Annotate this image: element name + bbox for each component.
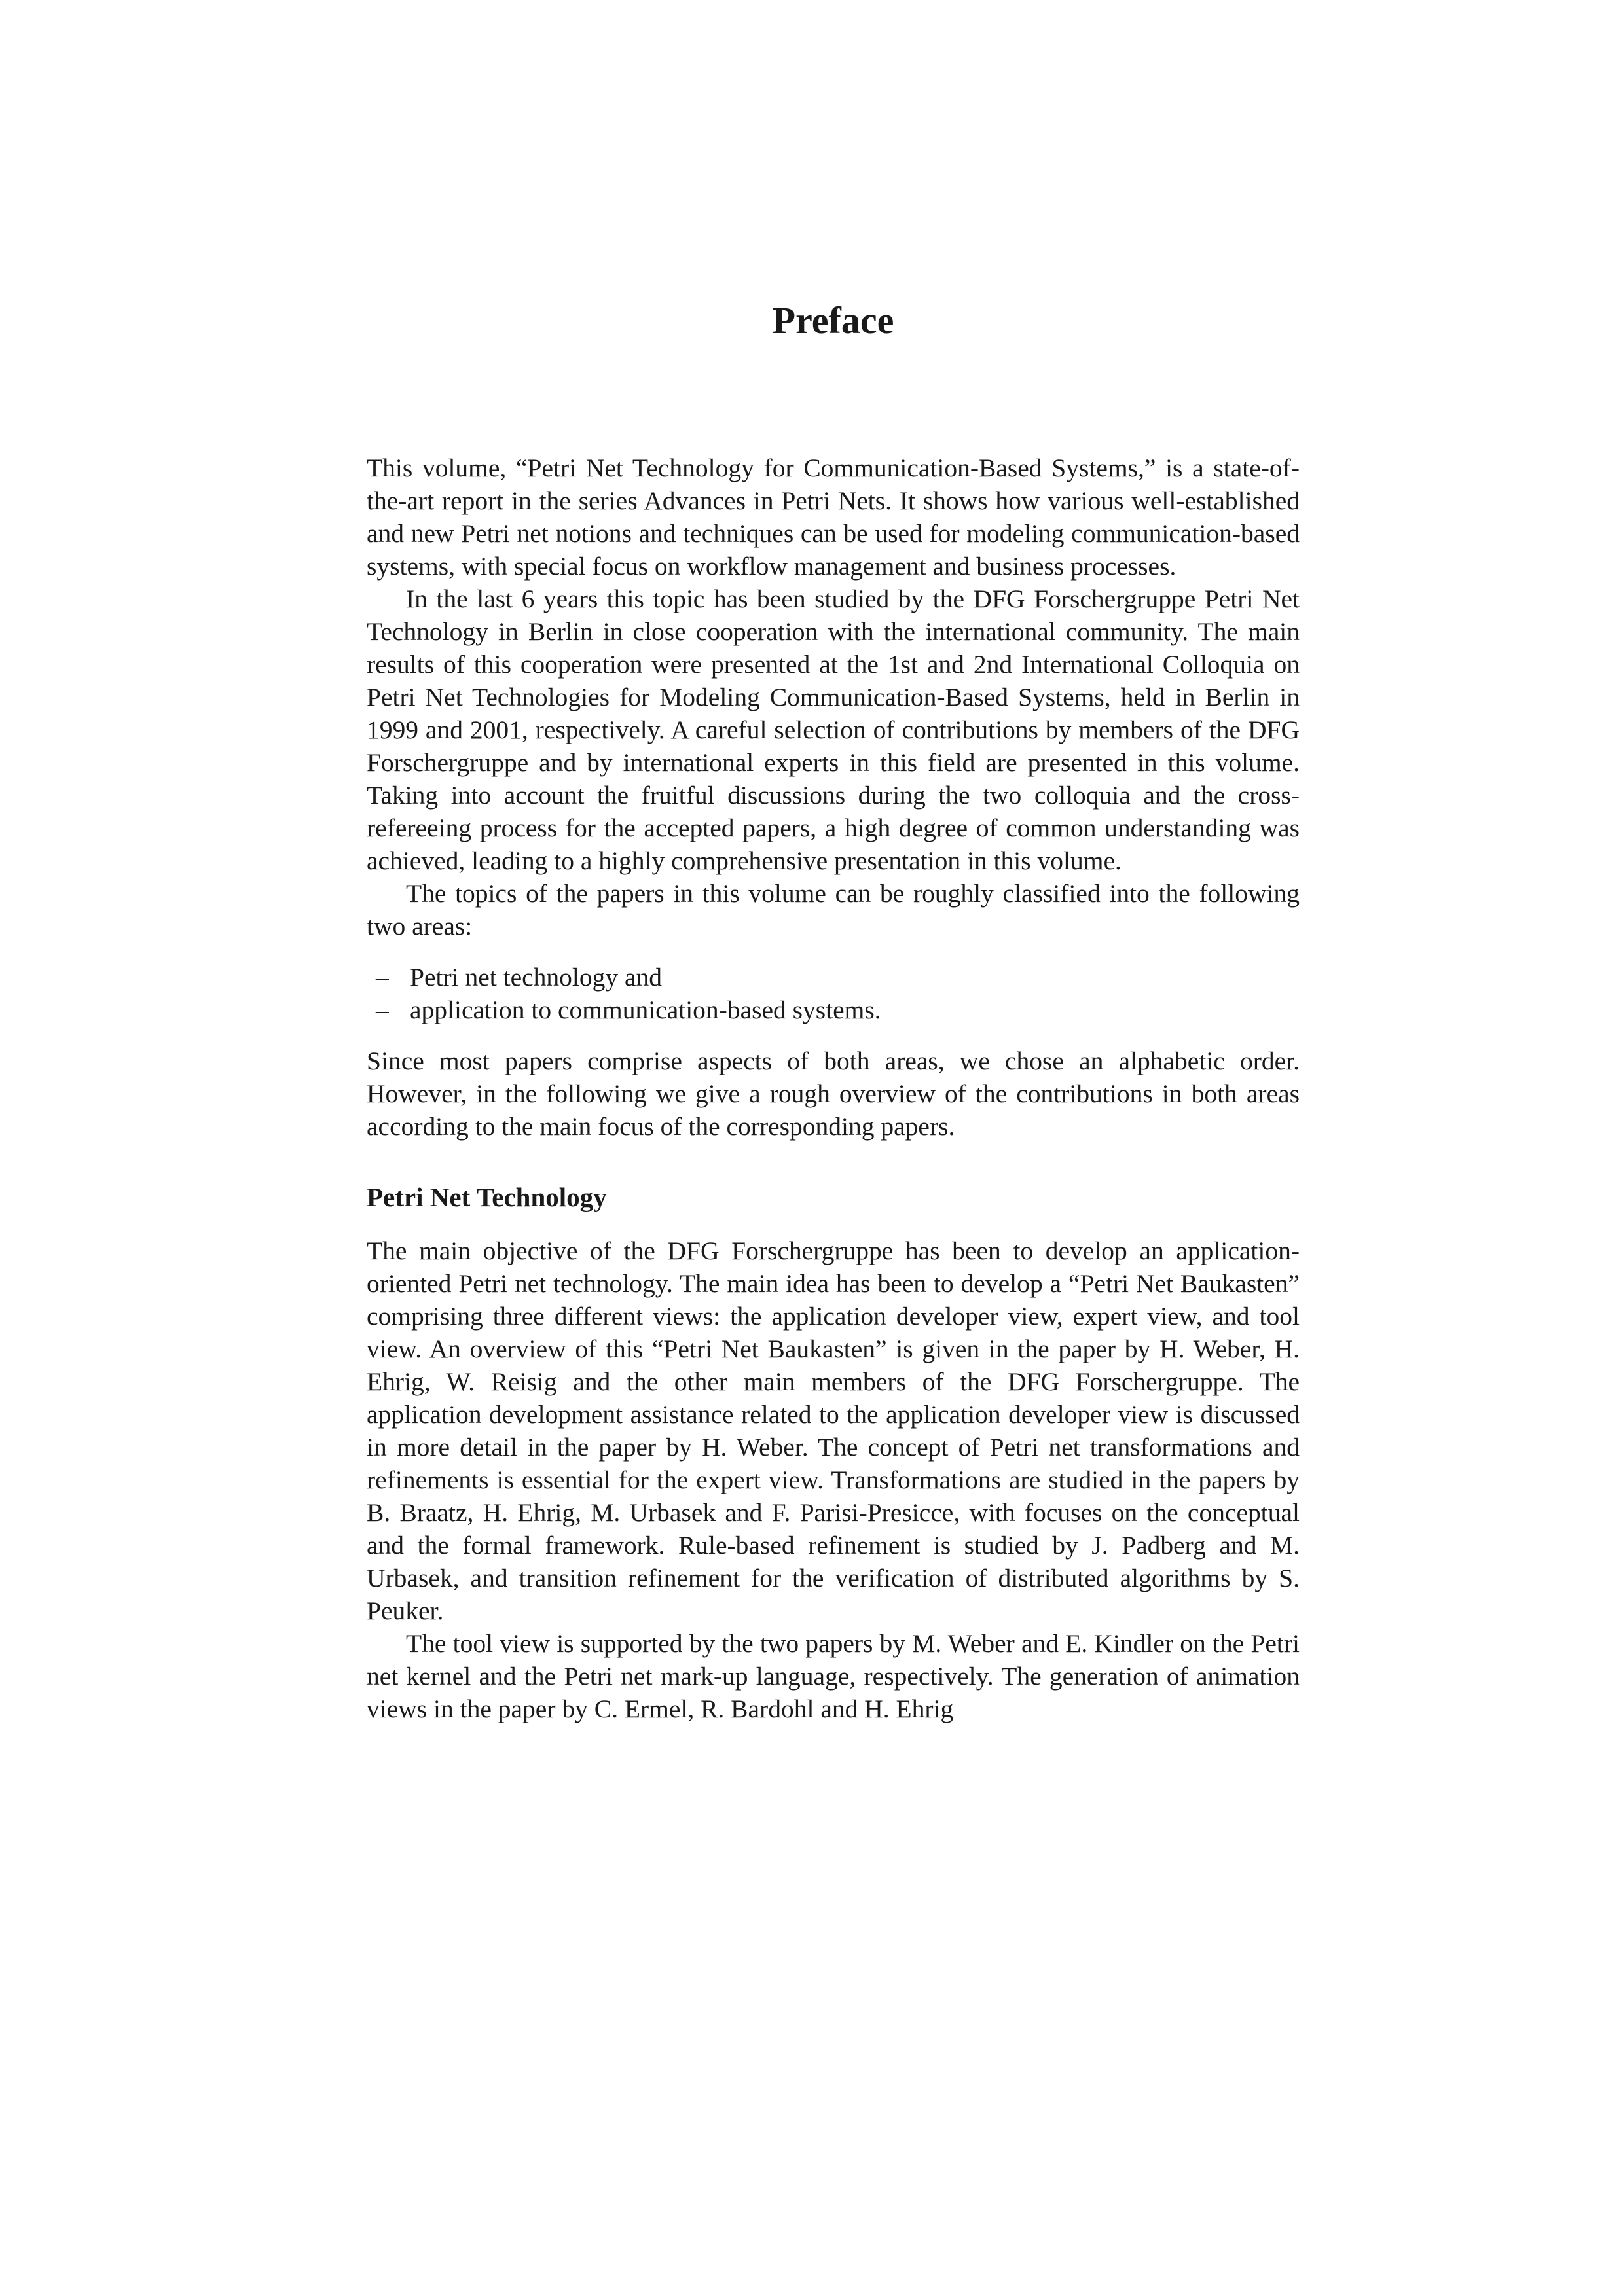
- list-item-text: application to communication-based systems.: [410, 996, 881, 1024]
- body-text: [367, 452, 1300, 1725]
- dash-marker: –: [376, 996, 389, 1024]
- list-item: [367, 961, 1300, 994]
- topic-list: [367, 961, 1300, 1026]
- paragraph-tool-view: The tool view is supported by the two papers by M. Weber and E. Kindler on the Petri net kernel and the Petri net mark-up language, respectively. The generation of animation views in the paper by C. Ermel, R. Bardohl and H. Ehrig: [367, 1629, 1300, 1723]
- paragraph-topics: The topics of the papers in this volume can be roughly classified into the following two areas:: [367, 879, 1300, 941]
- dash-marker: –: [376, 963, 389, 992]
- paragraph-intro: This volume, “Petri Net Technology for Communication-Based Systems,” is a state-of-the-art report in the series Advances in Petri Nets. It shows how various well-established and new Petri net notions and techniques can be used for modeling communication-based systems, with special focus on workflow management and business processes.: [367, 454, 1300, 581]
- section-heading: Petri Net Technology: [367, 1182, 607, 1212]
- list-item-text: Petri net technology and: [410, 963, 663, 992]
- paragraph-history: In the last 6 years this topic has been studied by the DFG Forschergruppe Petri Net Technology in Berlin in close cooperation with the international community. The main results of this cooperation were presented at the 1st and 2nd International Colloquia on Petri Net Technologies for Modeling Communication-Based Systems, held in Berlin in 1999 and 2001, respectively. A careful selection of contributions by members of the DFG Forschergruppe and by international experts in this field are presented in this volume. Taking into account the fruitful discussions during the two colloquia and the cross-refereeing process for the accepted papers, a high degree of common understanding was achieved, leading to a highly comprehensive presentation in this volume.: [367, 584, 1300, 875]
- paragraph-objective: The main objective of the DFG Forschergruppe has been to develop an application-oriented Petri net technology. The main idea has been to develop a “Petri Net Baukasten” comprising three different views: the application developer view, expert view, and tool view. An overview of this “Petri Net Baukasten” is given in the paper by H. Weber, H. Ehrig, W. Reisig and the other main members of the DFG Forschergruppe. The application development assistance related to the application developer view is discussed in more detail in the paper by H. Weber. The concept of Petri net transformations and refinements is essential for the expert view. Transformations are studied in the papers by B. Braatz, H. Ehrig, M. Urbasek and F. Parisi-Presicce, with focuses on the conceptual and the formal framework. Rule-based refinement is studied by J. Padberg and M. Urbasek, and transition refinement for the verification of distributed algorithms by S. Peuker.: [367, 1236, 1300, 1625]
- page-title: Preface: [772, 299, 894, 342]
- list-item: [367, 994, 1300, 1026]
- paragraph-order: Since most papers comprise aspects of both areas, we chose an alphabetic order. However, in the following we give a rough overview of the contributions in both areas according to the main focus of the corresponding papers.: [367, 1047, 1300, 1141]
